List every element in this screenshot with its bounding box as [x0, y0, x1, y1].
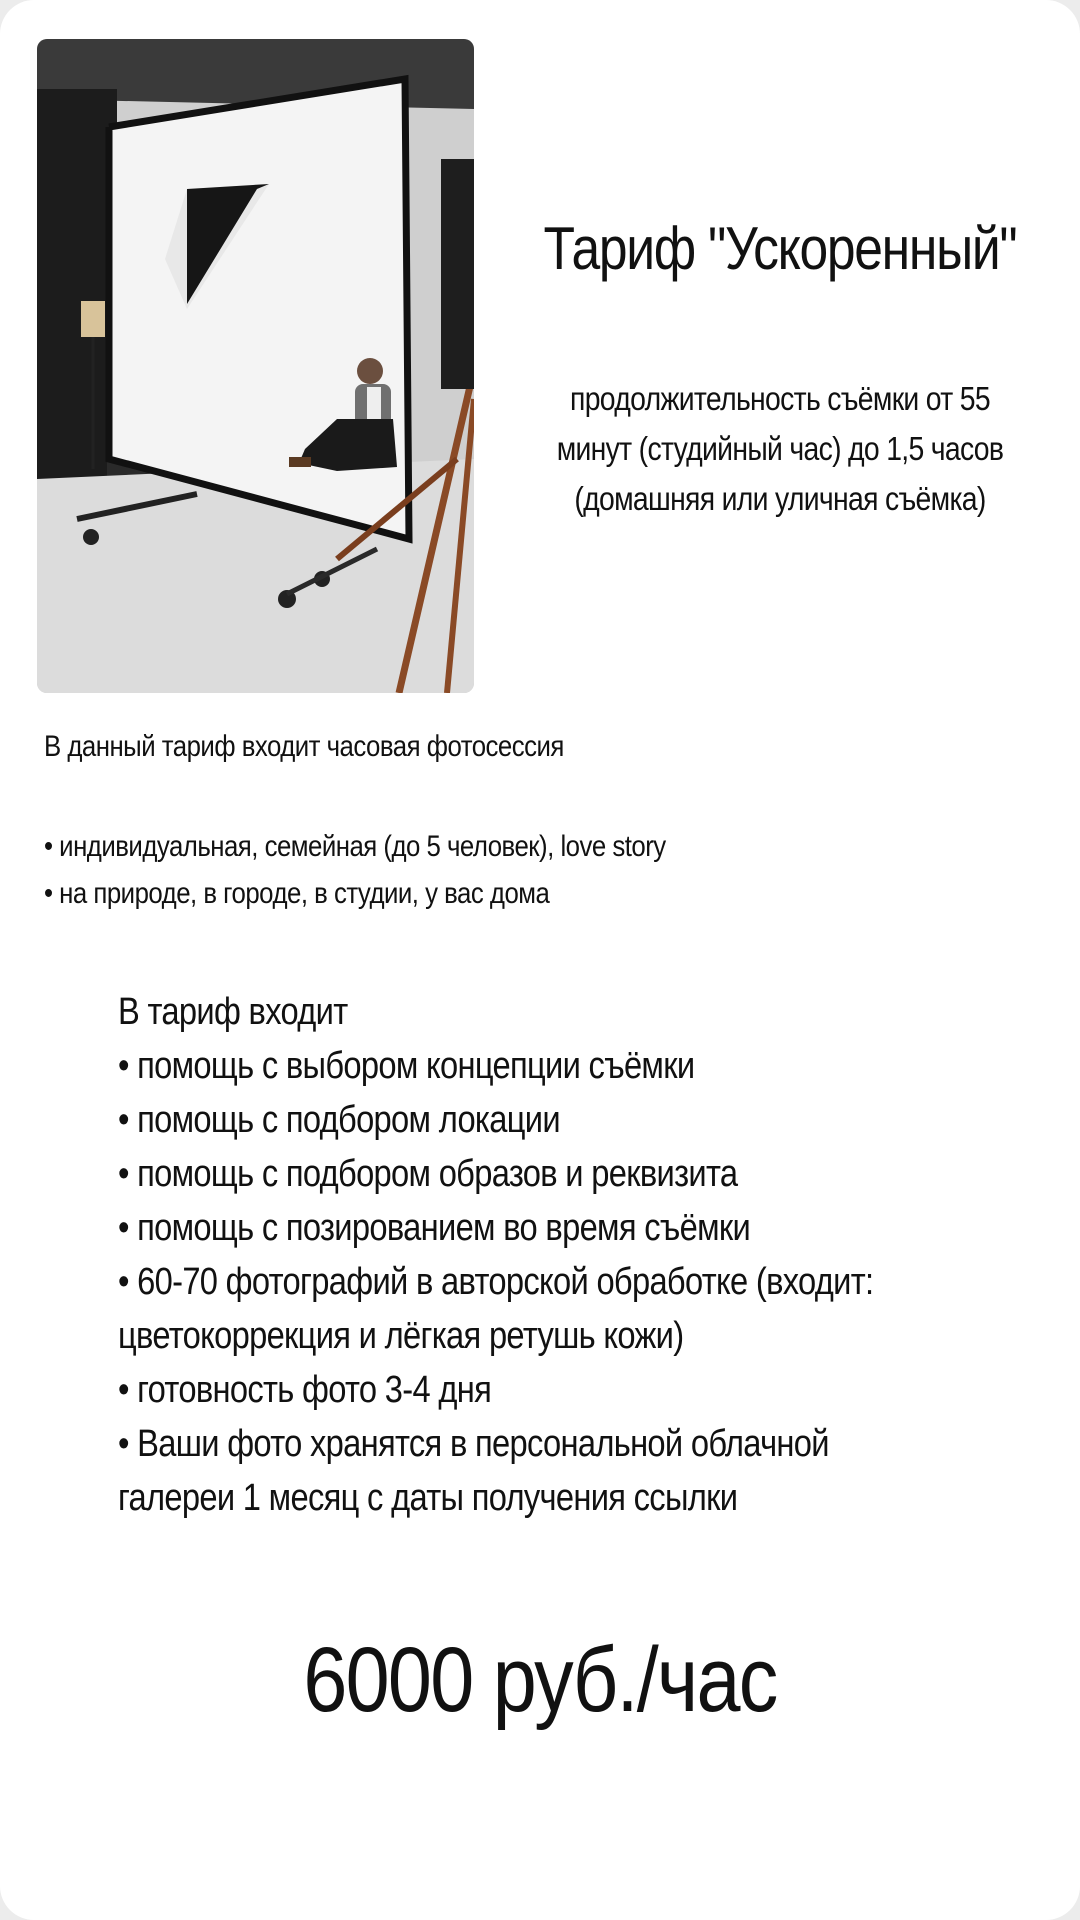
tariff-title: Тариф "Ускоренный" — [543, 215, 1017, 282]
list-item: • 60-70 фотографий в авторской обработке (входит: — [118, 1261, 874, 1303]
intro-text: В данный тариф входит часовая фотосессия — [44, 730, 564, 763]
includes-heading: В тариф входит — [118, 991, 348, 1033]
duration-line: минут (студийный час) до 1,5 часов — [556, 430, 1004, 467]
list-item: • Ваши фото хранятся в персональной облачной — [118, 1423, 829, 1465]
tariff-duration — [539, 374, 1021, 524]
list-item: • помощь с выбором концепции съёмки — [118, 1045, 695, 1087]
duration-line: (домашняя или уличная съёмка) — [574, 480, 986, 517]
list-item: • на природе, в городе, в студии, у вас дома — [44, 877, 550, 910]
list-item: • готовность фото 3-4 дня — [118, 1369, 492, 1411]
list-item: • помощь с подбором локации — [118, 1099, 560, 1141]
studio-photo — [37, 39, 474, 693]
list-item: • помощь с подбором образов и реквизита — [118, 1153, 738, 1195]
list-item: галереи 1 месяц с даты получения ссылки — [118, 1477, 738, 1519]
price-label: 6000 руб./час — [303, 1629, 777, 1731]
list-item: цветокоррекция и лёгкая ретушь кожи) — [118, 1315, 684, 1357]
list-item: • помощь с позированием во время съёмки — [118, 1207, 751, 1249]
list-item: • индивидуальная, семейная (до 5 человек), love story — [44, 830, 666, 863]
duration-line: продолжительность съёмки от 55 — [570, 380, 990, 417]
session-types-list — [44, 823, 904, 917]
includes-section — [118, 985, 978, 1525]
